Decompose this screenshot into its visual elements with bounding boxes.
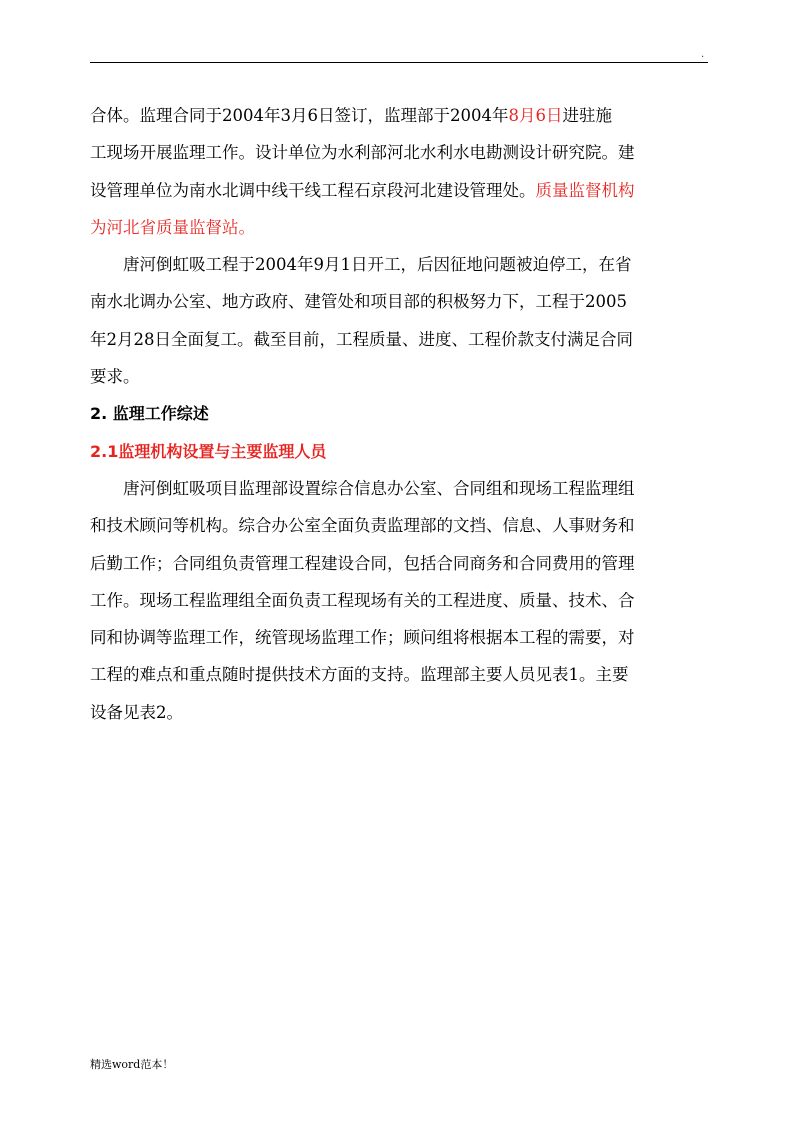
header-mark: . [701,49,705,60]
paragraph-2-line-3: 年2月28日全面复工。截至目前，工程质量、进度、工程价款支付满足合同 [90,329,633,349]
paragraph-3-line-1: 唐河倒虹吸项目监理部设置综合信息办公室、合同组和现场工程监理组 [123,478,635,498]
paragraph-1-line-3 [90,172,708,209]
paragraph-2-line-4: 要求。 [90,367,140,387]
subsection-heading: 2.1监理机构设置与主要监理人员 [90,441,327,461]
paragraph-3-line-3: 后勤工作；合同组负责管理工程建设合同，包括合同商务和合同费用的管理 [90,553,635,573]
paragraph-1-line-2: 工现场开展监理工作。设计单位为水利部河北水利水电勘测设计研究院。建 [90,143,635,163]
highlight-quality-agency: 质量监督机构 [535,180,635,200]
paragraph-1-line-1 [90,97,708,134]
paragraph-3-line-2: 和技术顾问等机构。综合办公室全面负责监理部的文挡、信息、人事财务和 [90,516,635,536]
paragraph-2-line-1: 唐河倒虹吸工程于2004年9月1日开工，后因征地问题被迫停工，在省 [123,255,632,275]
section-heading: 2. 监理工作综述 [90,404,209,424]
paragraph-3-line-7: 设备见表2。 [90,702,183,722]
paragraph-3-line-4: 工作。现场工程监理组全面负责工程现场有关的工程进度、质量、技术、合 [90,590,635,610]
paragraph-3-line-6: 工程的难点和重点随时提供技术方面的支持。监理部主要人员见表1。主要 [90,665,629,685]
text-run: 进驻施 [562,106,612,125]
paragraph-1-line-4: 为河北省质量监督站。 [90,217,255,237]
paragraph-2-line-2: 南水北调办公室、地方政府、建管处和项目部的积极努力下，工程于2005 [90,292,627,312]
paragraph-3-line-5: 同和协调等监理工作，统管现场监理工作；顾问组将根据本工程的需要，对 [90,628,635,648]
highlight-date: 8月6日 [508,106,563,125]
header-rule [90,62,708,63]
footer-text: 精选word范本！ [90,1058,174,1071]
document-body [90,97,708,731]
text-run: 合体。监理合同于2004年3月6日签订，监理部于2004年 [90,106,509,125]
text-run: 设管理单位为南水北调中线干线工程石京段河北建设管理处。 [90,180,536,200]
